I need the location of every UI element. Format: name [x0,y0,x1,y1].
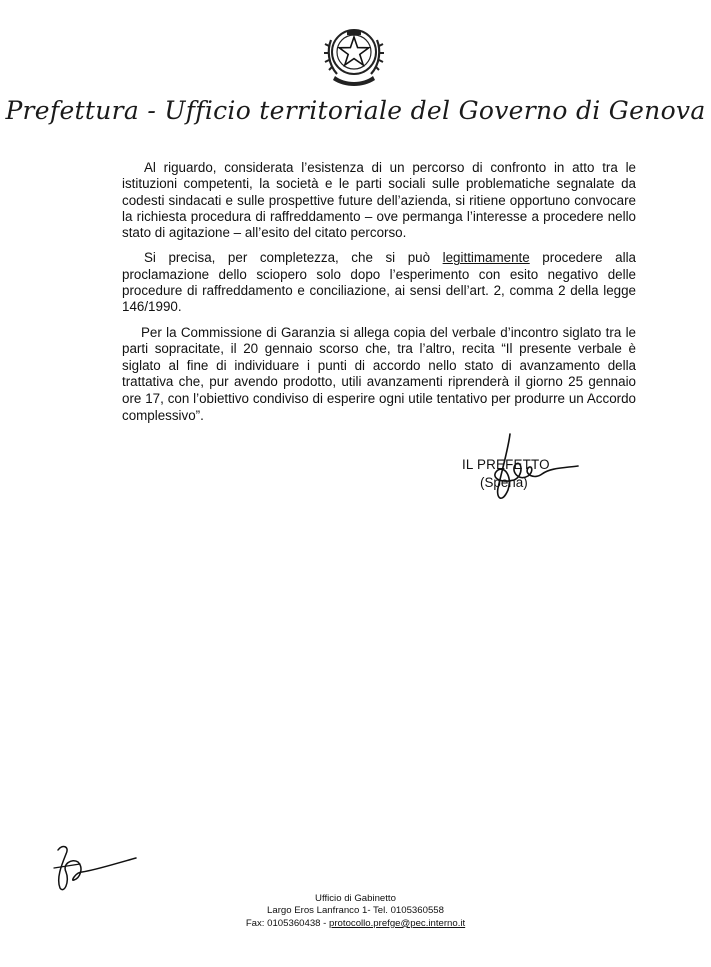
signer-name: ( Spena ) [480,475,528,490]
italian-republic-emblem-icon [323,22,385,88]
paragraph-2-end: procedere alla proclamazione dello sciopero solo dopo l’esperimento con esito negativo delle procedure di raffreddamento e conciliazione, ai sensi dell’art. 2, comma 2 della legge 146/1990. [122,250,636,315]
footer-pec-link[interactable]: protocollo.prefge@pec.interno.it [329,917,466,929]
underlined-word: legittimamente [442,250,530,266]
signature-block [458,455,628,545]
footer [0,893,711,930]
letter-body [122,160,636,433]
handwritten-signature-icon [458,430,598,510]
paragraph-3: Per la Commissione di Garanzia si allega copia del verbale d’incontro siglato tra le parti sopracitate, il 20 gennaio scorso che, tra l’altro, recita “Il presente verbale è siglato al fine di individuare i punti di accordo nello stato di avanzamento della trattativa che, pur avendo prodotto, utili avanzamenti riprenderà il giorno 25 gennaio ore 17, con l’obiettivo condiviso di esperire ogni utile tentativo per produrre un Accordo complessivo”. [122,324,636,423]
footer-address: Largo Eros Lanfranco 1- Tel. 0105360558 [267,905,444,917]
footer-contacts [0,918,711,930]
paragraph-2 [122,250,636,315]
paragraph-2-start: Si precisa, per completezza, che si può [144,250,443,266]
paragraph-1: Al riguardo, considerata l’esistenza di un percorso di confronto in atto tra le istituzioni competenti, la società e le parti sociali sulle problematiche segnalate da codesti sindacati e sulle prospettive future dell’azienda, si ritiene opportuno convocare la richiesta procedura di raffreddamento – ove permanga l’interesse a procedere nello stato di agitazione – all’esito del citato percorso. [122,160,636,241]
signer-title: IL PREFETTO [462,457,550,472]
office-title: Prefettura - Ufficio territoriale del Governo di Genova [5,96,706,125]
footer-office: Ufficio di Gabinetto [315,893,396,904]
handwritten-initials-icon [44,838,144,898]
footer-fax: Fax: 0105360438 - [245,917,330,929]
